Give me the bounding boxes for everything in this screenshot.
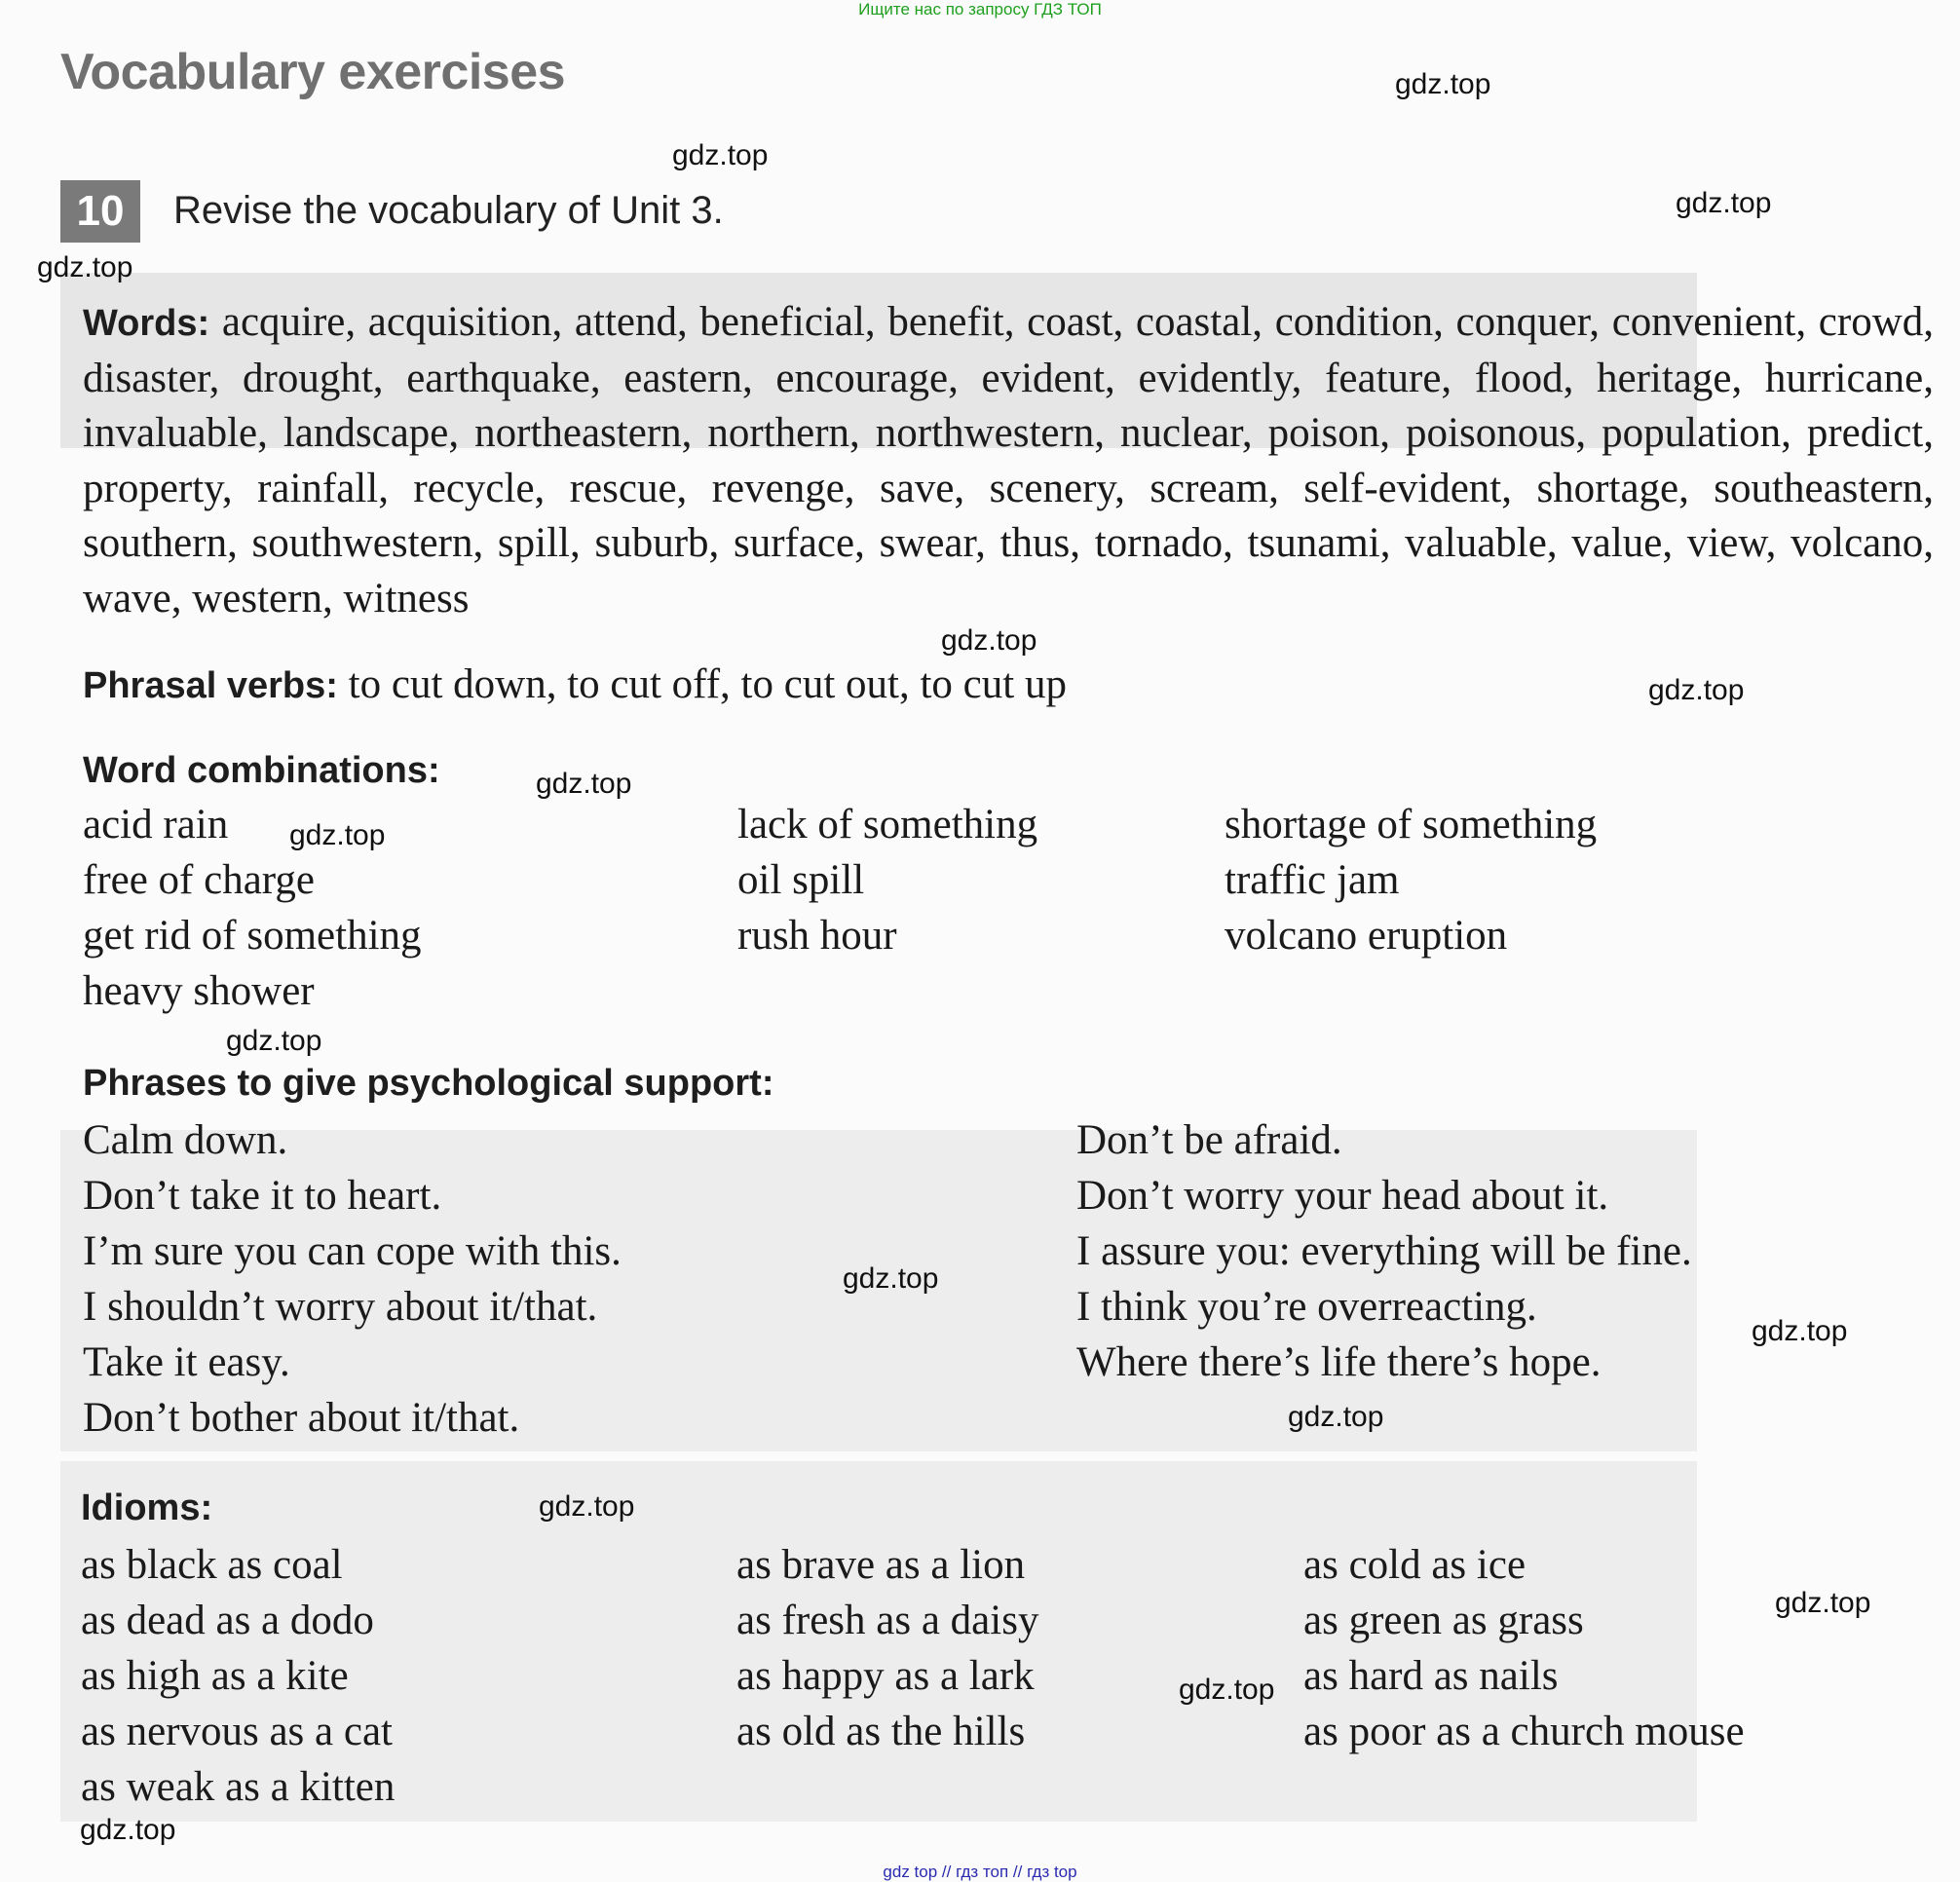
list-item: lack of something	[737, 802, 1038, 847]
list-item: as happy as a lark	[736, 1653, 1035, 1699]
watermark: gdz.top	[1752, 1315, 1848, 1347]
idioms-label: Idioms:	[81, 1487, 213, 1528]
list-item: Don’t bother about it/that.	[83, 1395, 520, 1441]
watermark: gdz.top	[80, 1814, 176, 1846]
watermark: gdz.top	[1648, 674, 1745, 706]
phrasal-verbs-label: Phrasal verbs:	[83, 665, 338, 706]
exercise-instruction: Revise the vocabulary of Unit 3.	[173, 189, 724, 232]
list-item: Calm down.	[83, 1117, 288, 1163]
words-block	[83, 295, 1934, 626]
page-heading: Vocabulary exercises	[60, 44, 566, 100]
word-combinations-col2	[737, 797, 1037, 963]
list-item: as high as a kite	[81, 1653, 349, 1699]
list-item: oil spill	[737, 857, 865, 903]
exercise-number: 10	[60, 180, 140, 243]
idioms-col3	[1303, 1537, 1745, 1759]
list-item: free of charge	[83, 857, 315, 903]
phrases-label: Phrases to give psychological support:	[83, 1063, 774, 1104]
list-item: as weak as a kitten	[81, 1764, 396, 1810]
list-item: as green as grass	[1303, 1598, 1584, 1643]
watermark: gdz.top	[1676, 187, 1772, 219]
watermark: gdz.top	[289, 819, 386, 851]
list-item: as dead as a dodo	[81, 1598, 374, 1643]
list-item: heavy shower	[83, 968, 315, 1014]
phrases-col1	[83, 1112, 622, 1446]
watermark: gdz.top	[941, 624, 1037, 657]
list-item: Don’t be afraid.	[1076, 1117, 1342, 1163]
list-item: Don’t take it to heart.	[83, 1173, 442, 1219]
phrases-col2	[1076, 1112, 1692, 1390]
list-item: as black as coal	[81, 1542, 343, 1588]
list-item: as cold as ice	[1303, 1542, 1527, 1588]
watermark: gdz.top	[1775, 1587, 1871, 1619]
list-item: acid rain	[83, 802, 229, 847]
list-item: I shouldn’t worry about it/that.	[83, 1284, 598, 1330]
watermark: gdz.top	[1395, 68, 1491, 100]
list-item: as nervous as a cat	[81, 1709, 393, 1754]
list-item: I think you’re overreacting.	[1076, 1284, 1537, 1330]
watermark: gdz.top	[1288, 1401, 1384, 1433]
top-search-hint[interactable]: Ищите нас по запросу ГДЗ ТОП	[858, 0, 1102, 19]
phrasal-verbs-list: to cut down, to cut off, to cut out, to cut up	[348, 661, 1067, 707]
watermark: gdz.top	[843, 1262, 939, 1295]
list-item: get rid of something	[83, 913, 422, 959]
list-item: as hard as nails	[1303, 1653, 1559, 1699]
list-item: as fresh as a daisy	[736, 1598, 1039, 1643]
idioms-col1	[81, 1537, 395, 1815]
list-item: Take it easy.	[83, 1339, 290, 1385]
watermark: gdz.top	[539, 1490, 635, 1523]
watermark: gdz.top	[536, 768, 632, 800]
words-list: acquire, acquisition, attend, beneficial, benefit, coast, coastal, condition, conquer, convenient, crowd, disaster, drought, earthquake, eastern, encourage, evident, evidently, feature, flood, heritage, hurricane, invaluable, landscape, northeastern, northern, northwestern, nuclear, poison, poisonous, population, predict, property, rainfall, recycle, rescue, revenge, save, scenery, scream, self-evident, shortage, southeastern, southern, southwestern, spill, suburb, surface, swear, thus, tornado, tsunami, valuable, value, view, volcano, wave, western, witness	[83, 299, 1935, 621]
word-combinations-label: Word combinations:	[83, 750, 440, 791]
list-item: as poor as a church mouse	[1303, 1709, 1745, 1754]
watermark: gdz.top	[37, 251, 133, 283]
list-item: as old as the hills	[736, 1709, 1026, 1754]
watermark: gdz.top	[226, 1025, 322, 1057]
list-item: as brave as a lion	[736, 1542, 1026, 1588]
idioms-col2	[736, 1537, 1038, 1759]
watermark: gdz.top	[672, 139, 769, 171]
list-item: rush hour	[737, 913, 897, 959]
list-item: traffic jam	[1225, 857, 1400, 903]
watermark: gdz.top	[1179, 1674, 1275, 1706]
list-item: Where there’s life there’s hope.	[1076, 1339, 1602, 1385]
phrasal-verbs-block	[83, 660, 1067, 708]
bottom-links[interactable]: gdz top // гдз топ // гдз top	[883, 1863, 1077, 1881]
list-item: Don’t worry your head about it.	[1076, 1173, 1609, 1219]
list-item: volcano eruption	[1225, 913, 1508, 959]
list-item: I assure you: everything will be fine.	[1076, 1228, 1692, 1274]
word-combinations-col3	[1225, 797, 1597, 963]
list-item: I’m sure you can cope with this.	[83, 1228, 622, 1274]
words-label: Words:	[83, 303, 210, 344]
list-item: shortage of something	[1225, 802, 1598, 847]
